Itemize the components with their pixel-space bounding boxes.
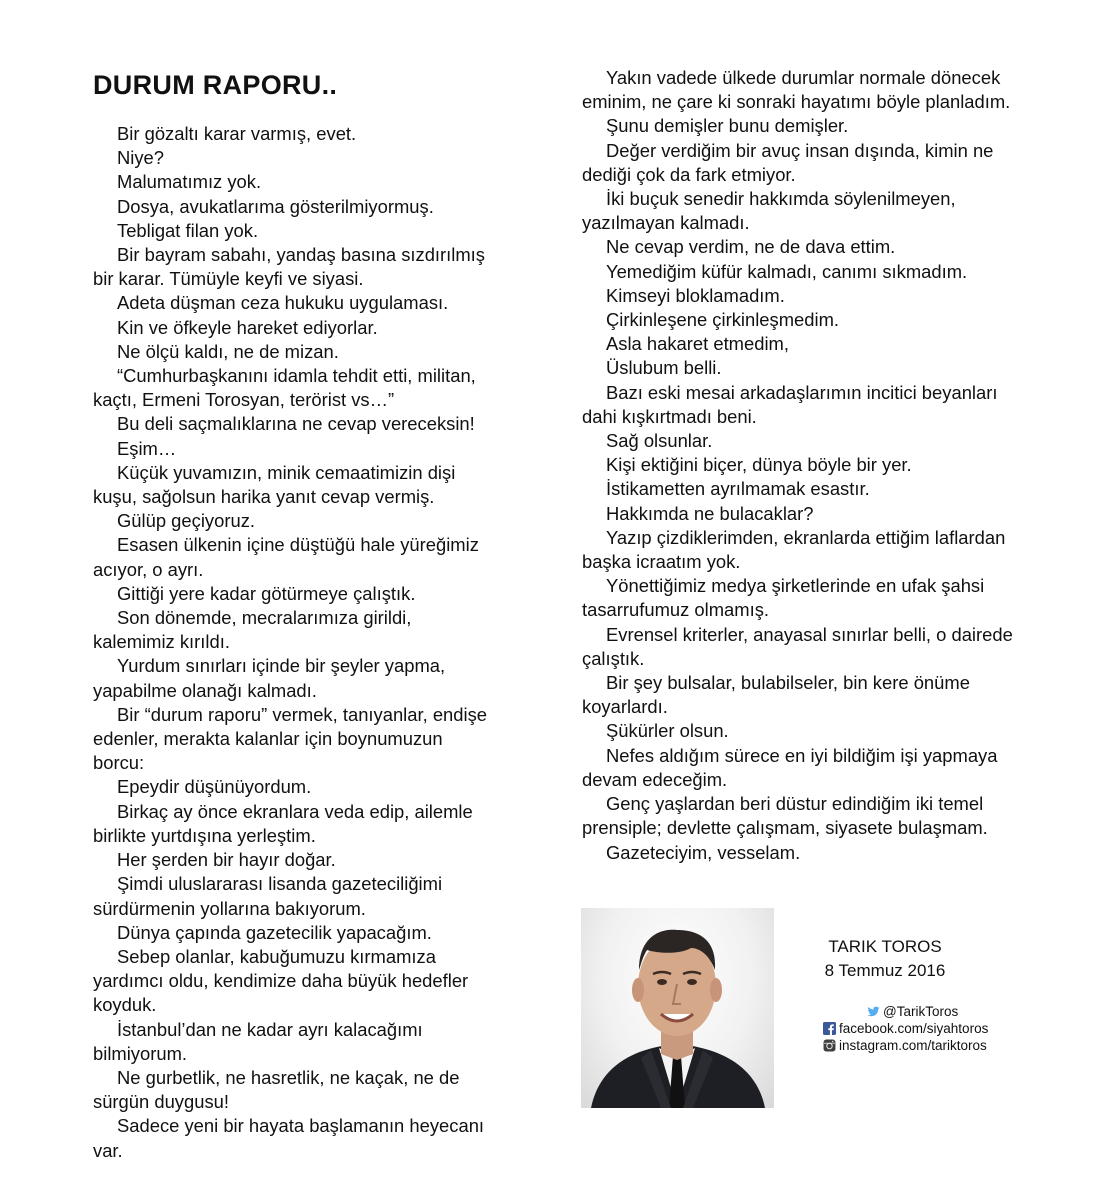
paragraph: Bir gözaltı karar varmış, evet. <box>117 123 357 144</box>
paragraph: İstikametten ayrılmamak esastır. <box>606 478 870 500</box>
paragraph: Asla hakaret etmedim, <box>606 333 789 355</box>
paragraph: Bir şey bulsalar, bulabilseler, bin kere önüme koyarlardı. <box>582 672 970 718</box>
instagram-link[interactable] <box>823 1037 1070 1054</box>
paragraph: Bir bayram sabahı, yandaş basına sızdırılmış bir karar. Tümüyle keyfi ve siyasi. <box>93 244 485 290</box>
article-title: DURUM RAPORU.. <box>93 70 338 100</box>
paragraph: Evrensel kriterler, anayasal sınırlar belli, o dairede çalıştık. <box>582 623 1013 669</box>
paragraph: Gittiği yere kadar götürmeye çalıştık. <box>117 582 416 604</box>
paragraph: Bu deli saçmalıklarına ne cevap vereceksin! <box>117 413 475 435</box>
facebook-url: facebook.com/siyahtoros <box>839 1021 989 1036</box>
paragraph: Bazı eski mesai arkadaşlarımın incitici beyanları dahi kışkırtmadı beni. <box>582 381 998 427</box>
social-links <box>800 1003 1070 1054</box>
paragraph: Şükürler olsun. <box>606 720 729 742</box>
paragraph: Yurdum sınırları içinde bir şeyler yapma, yapabilme olanağı kalmadı. <box>93 655 446 701</box>
paragraph: Gülüp geçiyoruz. <box>117 510 256 532</box>
paragraph: Birkaç ay önce ekranlara veda edip, ailemle birlikte yurtdışına yerleştim. <box>93 800 473 846</box>
paragraph: Ne gurbetlik, ne hasretlik, ne kaçak, ne de sürgün duygusu! <box>93 1066 460 1113</box>
paragraph: Bir “durum raporu” vermek, tanıyanlar, endişe edenler, merakta kalanlar için boynumuzun borcu: <box>93 703 488 774</box>
paragraph: Şunu demişler bunu demişler. <box>606 115 849 137</box>
paragraph: Tebligat filan yok. <box>117 219 259 241</box>
paragraph: Her şerden bir hayır doğar. <box>117 849 336 871</box>
paragraph: İki buçuk senedir hakkımda söylenilmeyen, yazılmayan kalmadı. <box>582 188 956 234</box>
paragraph: Ne ölçü kaldı, ne de mizan. <box>117 340 339 362</box>
paragraph: İstanbul’dan ne kadar ayrı kalacağımı bilmiyorum. <box>93 1018 423 1064</box>
right-paragraphs <box>582 66 1027 865</box>
left-paragraphs <box>93 122 493 1163</box>
paragraph: Yemediğim küfür kalmadı, canımı sıkmadım. <box>606 260 968 282</box>
paragraph: Çirkinleşene çirkinleşmedim. <box>606 309 840 331</box>
article-date: 8 Temmuz 2016 <box>824 961 946 980</box>
paragraph: Sağ olsunlar. <box>606 430 713 452</box>
paragraph: Sadece yeni bir hayata başlamanın heyecanı var. <box>93 1115 485 1161</box>
paragraph: Hakkımda ne bulacaklar? <box>606 502 814 524</box>
paragraph: Kimseyi bloklamadım. <box>606 284 785 306</box>
instagram-url: instagram.com/tariktoros <box>839 1038 987 1053</box>
paragraph: Nefes aldığım sürece en iyi bildiğim işi yapmaya devam edeceğim. <box>582 744 998 790</box>
right-column <box>582 66 1027 865</box>
paragraph: Niye? <box>117 147 165 169</box>
paragraph: Dosya, avukatlarıma gösterilmiyormuş. <box>117 195 434 217</box>
paragraph: “Cumhurbaşkanını idamla tehdit etti, militan, kaçtı, Ermeni Torosyan, terörist vs…” <box>93 365 476 411</box>
paragraph: Üslubum belli. <box>606 357 722 379</box>
paragraph: Epeydir düşünüyordum. <box>117 776 312 798</box>
paragraph: Sebep olanlar, kabuğumuzu kırmamıza yardımcı oldu, kendimize daha büyük hedefler koyduk. <box>93 945 469 1016</box>
paragraph: Küçük yuvamızın, minik cemaatimizin dişi kuşu, sağolsun harika yanıt cevap vermiş. <box>93 461 456 508</box>
paragraph: Kişi ektiğini biçer, dünya böyle bir yer. <box>606 454 912 476</box>
paragraph: Genç yaşlardan beri düstur edindiğim iki temel prensiple; devlette çalışmam, siyasete bulaşmam. <box>582 793 988 839</box>
instagram-icon <box>823 1039 836 1052</box>
signature-block <box>800 935 1070 1054</box>
twitter-icon <box>867 1005 880 1018</box>
paragraph: Kin ve öfkeyle hareket ediyorlar. <box>117 316 378 338</box>
paragraph: Eşim… <box>117 437 177 459</box>
paragraph: Yakın vadede ülkede durumlar normale dönecek eminim, ne çare ki sonraki hayatımı böyle planladım. <box>582 67 1011 113</box>
paragraph: Esasen ülkenin içine düştüğü hale yüreğimiz acıyor, o ayrı. <box>93 534 479 580</box>
twitter-handle: @TarikToros <box>883 1004 959 1019</box>
paragraph: Adeta düşman ceza hukuku uygulaması. <box>117 292 449 314</box>
facebook-link[interactable] <box>823 1020 1070 1037</box>
paragraph: Şimdi uluslararası lisanda gazeteciliğimi sürdürmenin yollarına bakıyorum. <box>93 873 443 919</box>
paragraph: Son dönemde, mecralarımıza girildi, kalemimiz kırıldı. <box>93 607 412 653</box>
left-column <box>93 66 493 1163</box>
paragraph: Değer verdiğim bir avuç insan dışında, kimin ne dediği çok da fark etmiyor. <box>582 139 994 185</box>
paragraph: Yönettiğimiz medya şirketlerinde en ufak şahsi tasarrufumuz olmamış. <box>582 575 985 621</box>
paragraph: Malumatımız yok. <box>117 171 262 193</box>
author-portrait <box>581 908 774 1108</box>
twitter-link[interactable] <box>867 1003 1070 1020</box>
paragraph: Yazıp çizdiklerimden, ekranlarda ettiğim laflardan başka icraatım yok. <box>582 526 1006 573</box>
author-name: TARIK TOROS <box>828 937 942 956</box>
paragraph: Ne cevap verdim, ne de dava ettim. <box>606 236 896 258</box>
paragraph: Dünya çapında gazetecilik yapacağım. <box>117 921 432 943</box>
facebook-icon <box>823 1022 836 1035</box>
paragraph: Gazeteciyim, vesselam. <box>606 841 801 863</box>
